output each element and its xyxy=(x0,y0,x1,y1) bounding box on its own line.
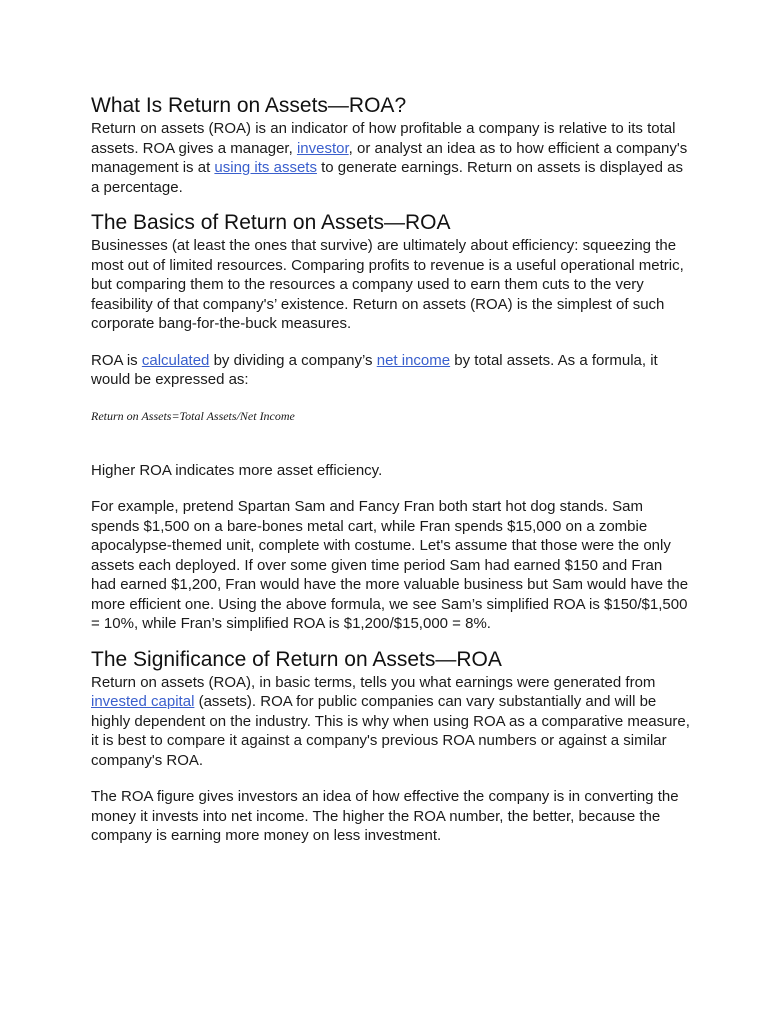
paragraph-significance xyxy=(91,673,691,771)
paragraph-higher-roa: Higher ROA indicates more asset efficiency. xyxy=(91,461,383,479)
link-calculated[interactable]: calculated xyxy=(141,351,210,369)
heading-significance-of-roa: The Significance of Return on Assets—ROA xyxy=(91,647,502,671)
text-span: to generate earnings. Return on assets is displayed as a percentage. xyxy=(91,159,684,196)
paragraph-roa-figure: The ROA figure gives investors an idea of how effective the company is in converting the money it invests into net income. The higher the ROA number, the better, because the company is earning more money on less investment. xyxy=(91,788,679,844)
paragraph-example: For example, pretend Spartan Sam and Fancy Fran both start hot dog stands. Sam spends $1,500 on a bare-bones metal cart, while Fran spends $15,000 on a zombie apocalypse-themed unit, complete with costume. Let's assume that those were the only assets each deployed. If over some given time period Sam had earned $150 and Fran had earned $1,200, Fran would have the more valuable business but Sam would have the more efficient one. Using the above formula, we see Sam’s simplified ROA is $150/$1,500 = 10%, while Fran’s simplified ROA is $1,200/$15,000 = 8%. xyxy=(91,498,689,632)
paragraph-basics: Businesses (at least the ones that survive) are ultimately about efficiency: squeezing the most out of limited resources. Comparing profits to revenue is a useful operational metric, but comparing them to the resources a company used to earn them cuts to the very feasibility of that company's’ existence. Return on assets (ROA) is the simplest of such corporate bang-for-the-buck measures. xyxy=(91,237,684,332)
document-page xyxy=(91,93,691,846)
text-span: , or analyst an idea as to how efficient a company's management is at xyxy=(91,139,688,176)
link-using-its-assets[interactable]: using its assets xyxy=(214,159,317,176)
text-span: Return on assets (ROA) is an indicator of how profitable a company is relative to its total assets. ROA gives a manager, xyxy=(91,120,676,157)
link-investor[interactable]: investor xyxy=(296,139,349,157)
text-span: (assets). ROA for public companies can vary substantially and will be highly dependent on the industry. This is why when using ROA as a comparative measure, it is best to compare it against a company's previous ROA numbers or against a similar company's ROA. xyxy=(91,693,690,769)
heading-what-is-roa: What Is Return on Assets—ROA? xyxy=(91,94,407,117)
text-span: ROA is xyxy=(91,351,142,369)
text-span: by total assets. As a formula, it would be expressed as: xyxy=(91,351,658,388)
heading-basics-of-roa: The Basics of Return on Assets—ROA xyxy=(91,211,451,234)
text-span: by dividing a company’s xyxy=(209,351,377,369)
link-invested-capital[interactable]: invested capital xyxy=(91,693,195,710)
text-span: Return on assets (ROA), in basic terms, tells you what earnings were generated from xyxy=(91,673,656,691)
link-net-income[interactable]: net income xyxy=(376,351,451,369)
roa-formula: Return on Assets=Total Assets/Net Income xyxy=(91,408,295,423)
paragraph-roa-definition xyxy=(91,119,691,197)
paragraph-roa-calculation xyxy=(91,351,691,390)
